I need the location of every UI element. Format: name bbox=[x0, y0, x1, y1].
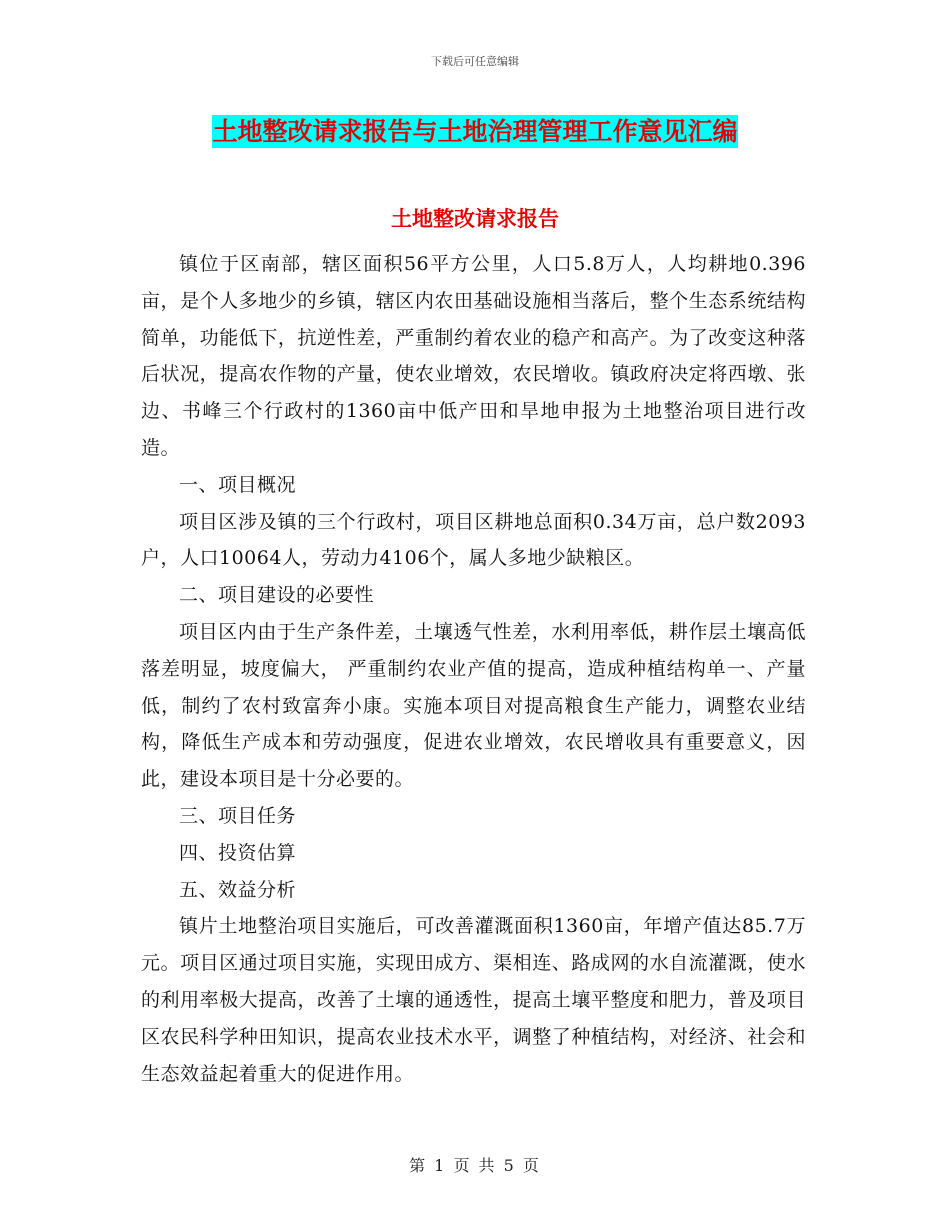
paragraph-necessity: 项目区内由于生产条件差，土壤透气性差，水利用率低，耕作层土壤高低落差明显，坡度偏大， 严重制约农业产值的提高，造成种植结构单一、产量低，制约了农村致富奔小康。实施本项目对提高粮食生产能力，调整农业结构，降低生产成本和劳动强度，促进农业增效，农民增收具有重要意义，因此，建设本项目是十分必要的。 bbox=[141, 620, 806, 791]
heading-project-overview: 一、项目概况 bbox=[179, 473, 297, 496]
heading-benefit-analysis: 五、效益分析 bbox=[179, 878, 297, 901]
document-body bbox=[141, 246, 806, 1092]
document-title-wrapper bbox=[0, 112, 950, 148]
paragraph-intro: 镇位于区南部，辖区面积56平方公里，人口5.8万人，人均耕地0.396亩，是个人多地少的乡镇，辖区内农田基础设施相当落后，整个生态系统结构简单，功能低下，抗逆性差，严重制约着农业的稳产和高产。为了改变这种落后状况，提高农作物的产量，使农业增效，农民增收。镇政府决定将西墩、张边、书峰三个行政村的1360亩中低产田和旱地申报为土地整治项目进行改造。 bbox=[141, 253, 806, 459]
page-number-footer: 第 1 页 共 5 页 bbox=[409, 1156, 541, 1175]
section-title: 土地整改请求报告 bbox=[391, 207, 559, 231]
paragraph-benefit: 镇片土地整治项目实施后，可改善灌溉面积1360亩，年增产值达85.7万元。项目区通过项目实施，实现田成方、渠相连、路成网的水自流灌溉，使水的利用率极大提高，改善了土壤的通透性，提高土壤平整度和肥力，普及项目区农民科学种田知识，提高农业技术水平，调整了种植结构，对经济、社会和生态效益起着重大的促进作用。 bbox=[141, 915, 806, 1085]
heading-necessity: 二、项目建设的必要性 bbox=[179, 584, 375, 607]
heading-investment-estimate: 四、投资估算 bbox=[179, 841, 297, 864]
header-note: 下载后可任意编辑 bbox=[431, 55, 519, 68]
paragraph-overview: 项目区涉及镇的三个行政村，项目区耕地总面积0.34万亩，总户数2093户，人口10064人，劳动力4106个，属人多地少缺粮区。 bbox=[141, 510, 806, 570]
document-title: 土地整改请求报告与土地治理管理工作意见汇编 bbox=[212, 117, 738, 146]
heading-project-tasks: 三、项目任务 bbox=[179, 804, 297, 827]
